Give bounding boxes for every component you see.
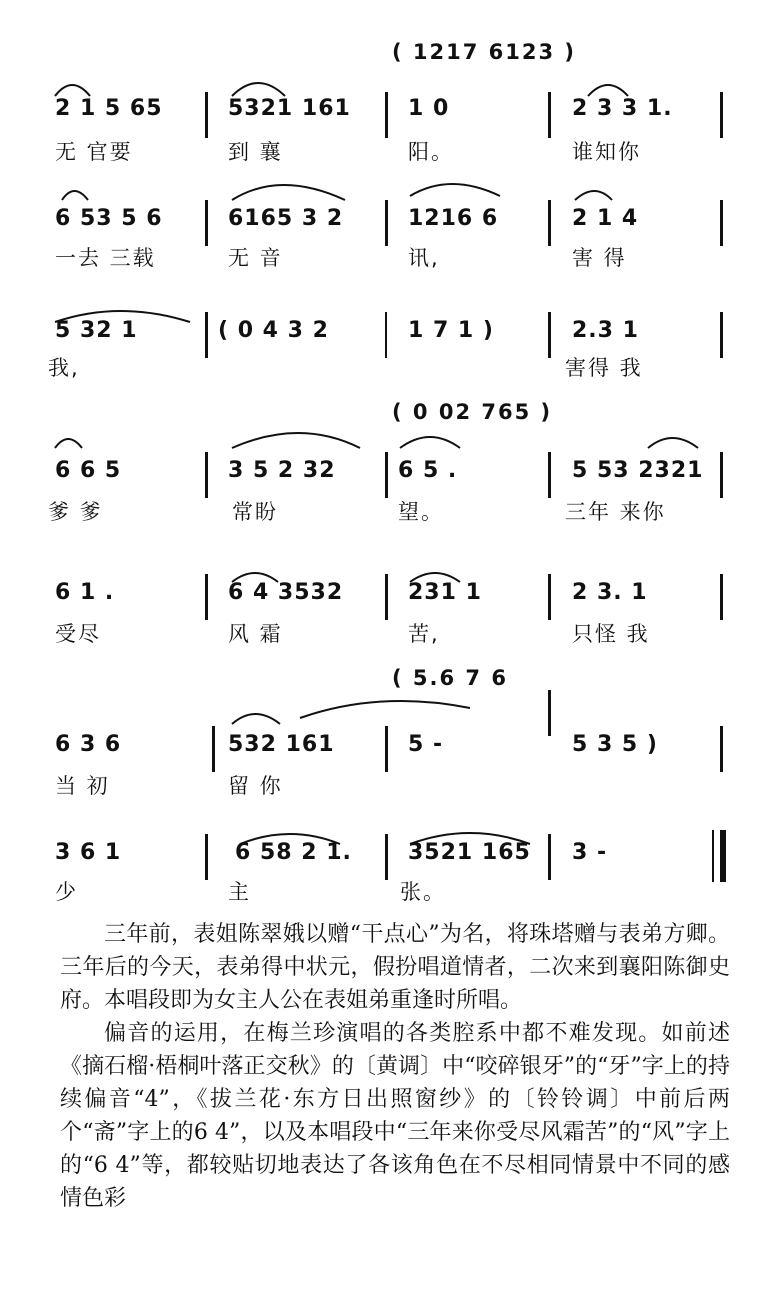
bar-lyric: 我, [48,356,80,380]
bar-notes: 3 5 2 32 [228,458,336,483]
interlude-notes: ( 0 02 765 ) [392,400,553,424]
bar-notes: 532 161 [228,732,335,757]
barline [205,574,208,620]
final-barline [720,830,726,882]
paragraph-2: 偏音的运用，在梅兰珍演唱的各类腔系中都不难发现。如前述《摘石榴·梧桐叶落正交秋》的〔黄调〕中“咬碎银牙”的“牙”字上的持续偏音“4”，《拔兰花·东方日出照窗纱》的〔铃铃调〕中前后两个“斋”字上的6 4”，以及本唱段中“三年来你受尽风霜苦”的“风”字上的“6 4”等，都较贴切地表达了各该角色在不尽相同情景中不同的感情色彩 [60,1021,730,1211]
bar-notes: 1 0 [408,96,450,121]
barline [548,834,551,880]
bar-lyric: 害得 我 [565,356,643,380]
bar-notes: 5 3 5 ) [572,732,658,757]
bar-lyric: 苦, [408,622,440,646]
barline [205,92,208,138]
barline [205,834,208,880]
bar-notes: 2 3. 1 [572,580,648,605]
barline [385,726,388,772]
barline [548,312,551,358]
barline [720,312,723,358]
bar-notes: 6 1 . [55,580,115,605]
bar-lyric: 无 音 [228,246,283,270]
bar-notes: 1 7 1 ) [408,318,494,343]
barline [385,452,388,498]
barline [548,690,551,736]
bar-lyric: 三年 来你 [565,500,666,524]
barline [720,574,723,620]
bar-notes: 5 - [408,732,444,757]
bar-lyric: 张。 [400,880,446,904]
bar-lyric: 留 你 [228,774,283,798]
barline [385,574,388,620]
bar-lyric: 到 襄 [228,140,283,164]
bar-notes: 3 6 1 [55,840,122,865]
bar-notes: 6 3 6 [55,732,122,757]
bar-lyric: 谁知你 [572,140,641,164]
bar-lyric: 讯, [408,246,440,270]
bar-notes: 6 58 2 1. [235,840,352,865]
bar-lyric: 爹 爹 [48,500,103,524]
barline [385,92,388,138]
barline [385,834,388,880]
barline [548,574,551,620]
bar-notes: 6 6 5 [55,458,122,483]
bar-notes: 6 5 . [398,458,458,483]
bar-notes: 2 1 5 65 [55,96,163,121]
barline [720,452,723,498]
bar-notes: 6 4 3532 [228,580,344,605]
bar-lyric: 望。 [398,500,444,524]
barline [205,200,208,246]
interlude-notes: ( 1217 6123 ) [392,40,577,64]
bar-lyric: 少 [55,880,78,904]
barline [385,312,387,358]
bar-notes: ( 0 4 3 2 [218,318,329,343]
commentary-text [60,918,730,1215]
bar-notes: 3521 165 [408,840,531,865]
bar-lyric: 无 官要 [55,140,133,164]
bar-notes: 6 53 5 6 [55,206,163,231]
bar-notes: 1216 6 [408,206,499,231]
barline [212,726,215,772]
bar-lyric: 只怪 我 [572,622,650,646]
paragraph-1: 三年前，表姐陈翠娥以赠“干点心”为名，将珠塔赠与表弟方卿。三年后的今天，表弟得中状元，假扮唱道情者，二次来到襄阳陈御史府。本唱段即为女主人公在表姐弟重逢时所唱。 [60,922,730,1013]
barline [548,452,551,498]
final-barline [712,830,714,882]
bar-notes: 5 32 1 [55,318,138,343]
bar-lyric: 受尽 [55,622,101,646]
bar-lyric: 当 初 [55,774,110,798]
bar-notes: 2.3 1 [572,318,639,343]
interlude-notes: ( 5.6 7 6 [392,666,508,690]
bar-notes: 2 1 4 [572,206,639,231]
bar-notes: 5321 161 [228,96,351,121]
barline [205,452,208,498]
bar-lyric: 害 得 [572,246,627,270]
bar-notes: 6165 3 2 [228,206,344,231]
barline [720,726,723,772]
bar-lyric: 常盼 [232,500,278,524]
barline [720,92,723,138]
bar-lyric: 主 [228,880,251,904]
bar-lyric: 一去 三载 [55,246,156,270]
bar-notes: 5 53 2321 [572,458,704,483]
bar-notes: 3 - [572,840,608,865]
bar-notes: 2 3 3 1. [572,96,673,121]
bar-lyric: 风 霜 [228,622,283,646]
bar-notes: 231 1 [408,580,482,605]
barline [548,92,551,138]
barline [548,200,551,246]
barline [385,200,388,246]
barline [205,312,208,358]
bar-lyric: 阳。 [408,140,454,164]
barline [720,200,723,246]
